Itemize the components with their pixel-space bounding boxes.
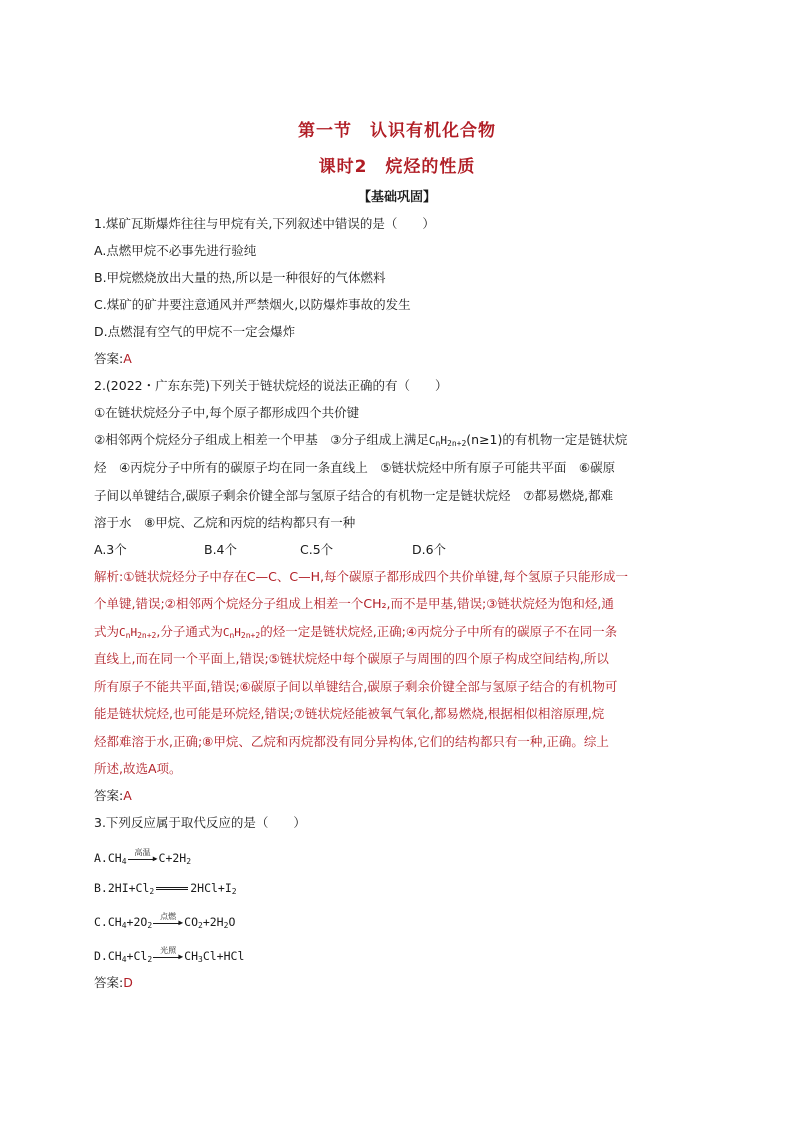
question-1-stem: 1.煤矿瓦斯爆炸往往与甲烷有关,下列叙述中错误的是（ ） <box>94 216 435 231</box>
question-2-statement-2 <box>94 430 627 451</box>
question-2-statement-3: 烃 ④丙烷分子中所有的碳原子均在同一条直线上 ⑤链状烷烃中所有原子可能共平面 ⑥碳原 <box>94 460 616 475</box>
option-a: A.3个 <box>94 542 127 557</box>
question-3-answer <box>94 973 133 993</box>
answer-label: 答案: <box>94 788 124 803</box>
analysis-line-6: 能是链状烷烃,也可能是环烷烃,错误;⑦链状烷烃能被氧气氧化,都易燃烧,根据相似相溶原理,烷 <box>94 706 605 721</box>
reactant: A.CH <box>94 851 122 865</box>
equals-sign <box>156 887 188 890</box>
formula: $C_nH_{2n+2}$ <box>119 626 157 640</box>
statement-text: ②相邻两个烷烃分子组成上相差一个甲基 ③分子组成上满足 <box>94 432 429 447</box>
question-1-answer <box>94 349 132 369</box>
answer-label: 答案: <box>94 975 124 990</box>
reactant: +2O <box>126 915 148 929</box>
reactant: B.2HI+Cl <box>94 881 150 895</box>
analysis-text: ,分子通式为 <box>156 624 223 639</box>
product: CH <box>184 949 198 963</box>
question-3-option-a: $A.CH_4$ 高温 ▶ $C+2H_2$ <box>94 848 191 868</box>
lesson-subtitle: 课时2 烷烃的性质 <box>318 157 476 177</box>
product: CO <box>184 915 198 929</box>
analysis-line-1: 解析:①链状烷烃分子中存在C—C、C—H,每个碳原子都形成四个共价单键,每个氢原子只能形成一 <box>94 569 628 584</box>
question-2-stem: 2.(2022・广东东莞)下列关于链状烷烃的说法正确的有（ ） <box>94 378 448 393</box>
analysis-line-5: 所有原子不能共平面,错误;⑥碳原子间以单键结合,碳原子剩余价键全部与氢原子结合的有机物可 <box>94 679 618 694</box>
answer-value: D <box>123 975 133 990</box>
question-2-answer <box>94 786 132 806</box>
chapter-title: 第一节 认识有机化合物 <box>298 121 496 141</box>
answer-value: A <box>123 351 132 366</box>
product: C+2H <box>158 851 187 865</box>
reactant: +Cl <box>126 949 148 963</box>
question-1-option-d: D.点燃混有空气的甲烷不一定会爆炸 <box>94 324 296 339</box>
analysis-text: 式为 <box>94 624 120 639</box>
reactant: D.CH <box>94 949 122 963</box>
answer-value: A <box>123 788 132 803</box>
reaction-condition: 高温 <box>134 847 151 857</box>
analysis-line-2: 个单键,错误;②相邻两个烷烃分子组成上相差一个CH₂,而不是甲基,错误;③链状烷烃为饱和烃,通 <box>94 596 614 611</box>
reaction-condition: 点燃 <box>160 911 177 921</box>
product: Cl+HCl <box>202 949 245 963</box>
reaction-arrow: 光照 ▶ <box>153 951 183 963</box>
analysis-line-7: 烃都难溶于水,正确;⑧甲烷、乙烷和丙烷都没有同分异构体,它们的结构都只有一种,正确。综上 <box>94 734 609 749</box>
question-2-statement-4: 子间以单键结合,碳原子剩余价键全部与氢原子结合的有机物一定是链状烷烃 ⑦都易燃烧,都难 <box>94 488 614 503</box>
question-1-option-b: B.甲烷燃烧放出大量的热,所以是一种很好的气体燃料 <box>94 270 386 285</box>
question-1-option-c: C.煤矿的矿井要注意通风并严禁烟火,以防爆炸事故的发生 <box>94 297 411 312</box>
question-1-option-a: A.点燃甲烷不必事先进行验纯 <box>94 243 257 258</box>
reaction-arrow: 高温 ▶ <box>128 853 158 865</box>
question-3-option-d: $D.CH_4+Cl_2$ 光照 ▶ $CH_3Cl+HCl$ <box>94 946 244 966</box>
product: O <box>228 915 236 929</box>
option-b: B.4个 <box>204 542 238 557</box>
question-3-option-c: $C.CH_4+2O_2$ 点燃 ▶ $CO_2+2H_2O$ <box>94 912 235 932</box>
question-2-statement-1: ①在链状烷烃分子中,每个原子都形成四个共价键 <box>94 405 360 420</box>
analysis-line-4: 直线上,而在同一个平面上,错误;⑤链状烷烃中每个碳原子与周围的四个原子构成空间结构,所以 <box>94 651 609 666</box>
reactant: C.CH <box>94 915 122 929</box>
option-c: C.5个 <box>300 542 334 557</box>
product: 2HCl+I <box>190 881 232 895</box>
reaction-arrow: 点燃 ▶ <box>153 917 183 929</box>
answer-label: 答案: <box>94 351 124 366</box>
section-heading: 【基础巩固】 <box>357 190 436 205</box>
general-formula: $C_nH_{2n+2}$ <box>428 434 467 448</box>
analysis-line-8: 所述,故选A项。 <box>94 761 182 776</box>
analysis-line-3 <box>94 622 617 643</box>
product: +2H <box>202 915 224 929</box>
question-2-options <box>94 540 446 560</box>
formula: $C_nH_{2n+2}$ <box>222 626 261 640</box>
statement-text-cont: (n≥1)的有机物一定是链状烷 <box>466 432 628 447</box>
question-3-stem: 3.下列反应属于取代反应的是（ ） <box>94 815 306 830</box>
option-d: D.6个 <box>412 542 447 557</box>
analysis-text: 的烃一定是链状烷烃,正确;④丙烷分子中所有的碳原子不在同一条 <box>260 624 618 639</box>
reaction-condition: 光照 <box>160 945 177 955</box>
question-2-statement-5: 溶于水 ⑧甲烷、乙烷和丙烷的结构都只有一种 <box>94 515 356 530</box>
question-3-option-b: $B.2HI+Cl_2$ $2HCl+I_2$ <box>94 881 237 896</box>
